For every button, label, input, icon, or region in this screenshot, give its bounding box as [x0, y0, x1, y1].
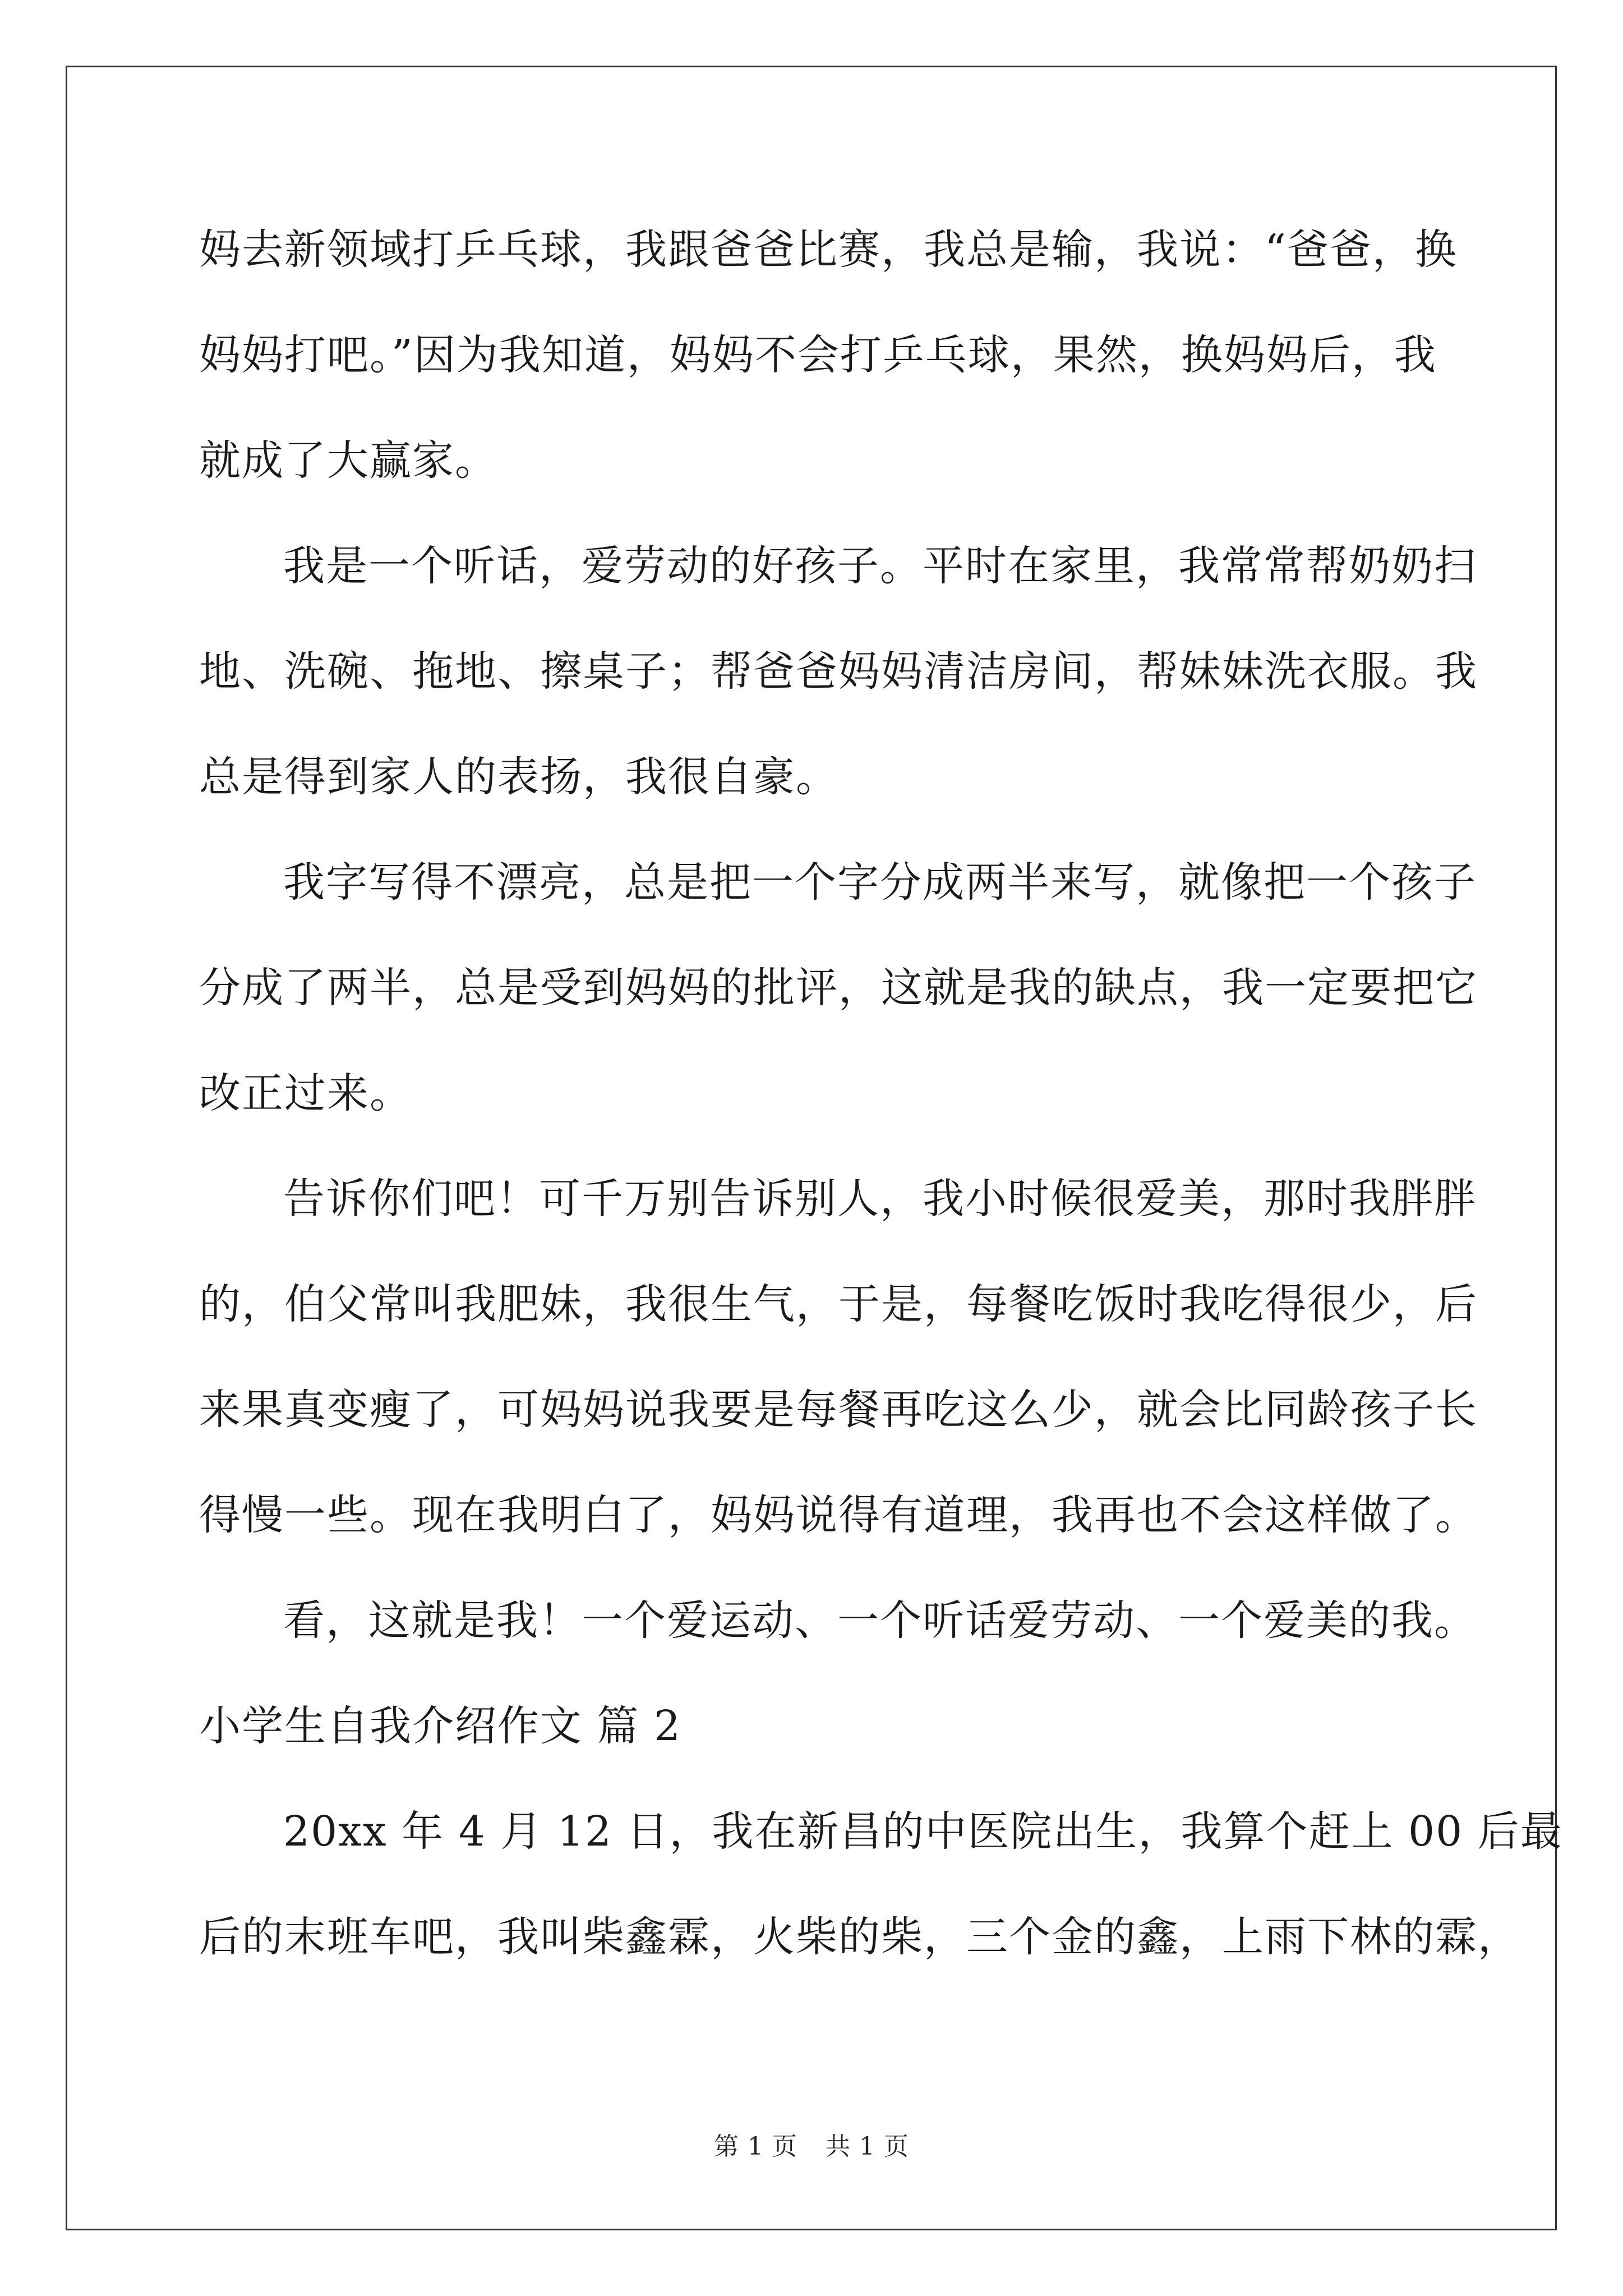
text-line: 总是得到家人的表扬，我很自豪。 [199, 753, 838, 801]
paragraph-start-line: 20xx 年 4 月 12 日，我在新昌的中医院出生，我算个赶上 00 后最 [283, 1807, 1563, 1856]
text-line: 后的末班车吧，我叫柴鑫霖，火柴的柴，三个金的鑫，上雨下林的霖， [199, 1913, 1520, 1961]
text-line: 就成了大赢家。 [199, 436, 497, 485]
text-line: 妈妈打吧。”因为我知道，妈妈不会打乒乓球，果然，换妈妈后，我 [199, 331, 1437, 379]
section-heading: 小学生自我介绍作文 篇 2 [199, 1702, 682, 1750]
text-line: 妈去新领域打乒乓球，我跟爸爸比赛，我总是输，我说：“爸爸，换 [199, 226, 1458, 274]
text-line: 地、洗碗、拖地、擦桌子；帮爸爸妈妈清洁房间，帮妹妹洗衣服。我 [199, 647, 1478, 696]
paragraph-start-line: 我是一个听话，爱劳动的好孩子。平时在家里，我常常帮奶奶扫 [283, 542, 1477, 590]
document-body [199, 213, 1563, 2006]
paragraph-start-line: 看，这就是我！一个爱运动、一个听话爱劳动、一个爱美的我。 [283, 1596, 1477, 1645]
page-footer [0, 2126, 1623, 2162]
text-line: 得慢一些。现在我明白了，妈妈说得有道理，我再也不会这样做了。 [199, 1491, 1478, 1539]
text-line: 的，伯父常叫我肥妹，我很生气，于是，每餐吃饭时我吃得很少，后 [199, 1280, 1478, 1328]
paragraph-start-line: 我字写得不漂亮，总是把一个字分成两半来写，就像把一个孩子 [283, 858, 1477, 907]
page-number-current: 第 1 页 [714, 2132, 797, 2161]
page-number-total: 共 1 页 [826, 2132, 909, 2161]
text-line: 改正过来。 [199, 1069, 412, 1117]
paragraph-start-line: 告诉你们吧！可千万别告诉别人，我小时候很爱美，那时我胖胖 [283, 1175, 1477, 1223]
text-line: 来果真变瘦了，可妈妈说我要是每餐再吃这么少，就会比同龄孩子长 [199, 1386, 1478, 1434]
text-line: 分成了两半，总是受到妈妈的批评，这就是我的缺点，我一定要把它 [199, 964, 1478, 1012]
